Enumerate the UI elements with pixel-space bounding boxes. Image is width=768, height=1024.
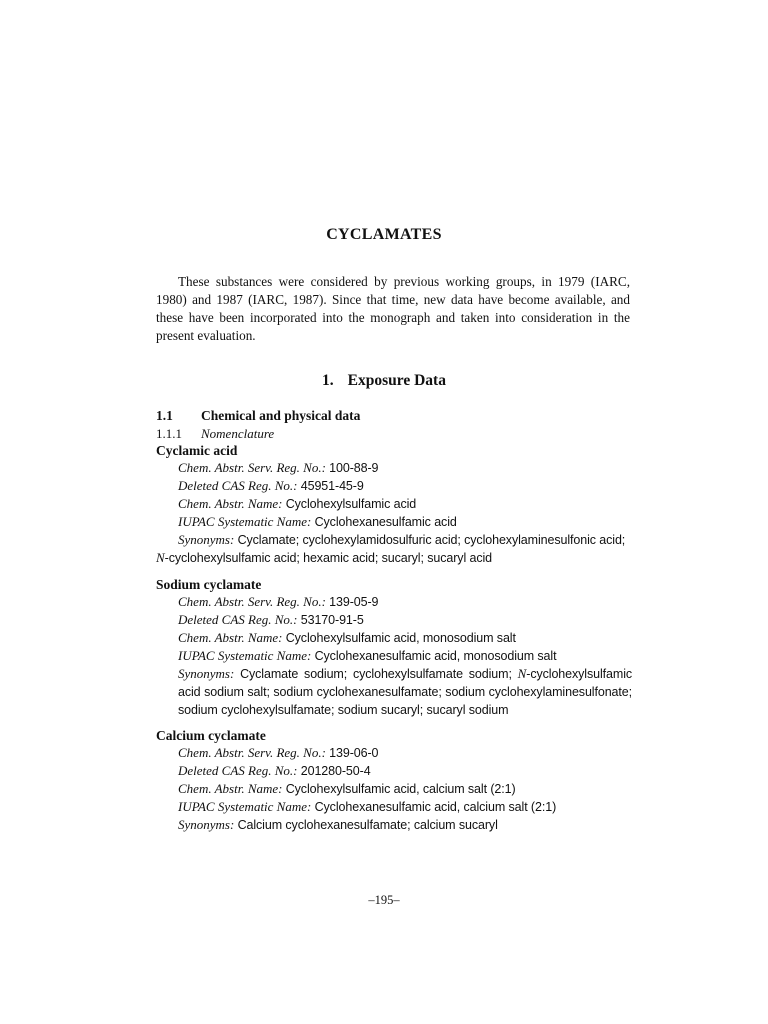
section-number: 1. xyxy=(322,372,334,389)
compound-block-sodium-cyclamate xyxy=(156,576,632,719)
iupac-entry xyxy=(178,798,632,816)
compound-block-calcium-cyclamate xyxy=(156,727,632,834)
field-value: 139-06-0 xyxy=(329,746,379,760)
subsection-number: 1.1 xyxy=(156,408,173,423)
field-label: IUPAC Systematic Name: xyxy=(178,648,312,663)
subsection-label: Chemical and physical data xyxy=(201,408,361,423)
abstr-name-entry xyxy=(178,780,632,798)
intro-paragraph: These substances were considered by previous working groups, in 1979 (IARC, 1980) and 1987 (IARC, 1987). Since that time, new data have become available, and these have been incorporated into the monograph and taken into consideration in the present evaluation. xyxy=(156,274,630,343)
italic-n: N xyxy=(156,550,165,565)
abstr-name-entry xyxy=(178,629,632,647)
page-title: CYCLAMATES xyxy=(326,226,442,243)
field-value: 45951-45-9 xyxy=(300,479,364,493)
cas-entry xyxy=(178,593,632,611)
field-label: Chem. Abstr. Name: xyxy=(178,781,283,796)
field-value: Cyclohexanesulfamic acid, calcium salt (2:1) xyxy=(314,800,557,814)
subsection-heading xyxy=(156,408,360,424)
field-label: Synonyms: xyxy=(178,817,235,832)
field-value: -cyclohexylsulfamic acid sodium salt; sodium cyclohexanesulfamate; sodium cyclohexylaminesulfonate; sodium cyclohexylsulfamate; sodium sucaryl; sucaryl sodium xyxy=(178,667,633,717)
field-label: Synonyms: xyxy=(178,666,235,681)
field-label: IUPAC Systematic Name: xyxy=(178,799,312,814)
subsubsection-label: Nomenclature xyxy=(201,426,275,441)
iupac-entry xyxy=(178,647,632,665)
field-label: Chem. Abstr. Serv. Reg. No.: xyxy=(178,745,326,760)
cas-entry xyxy=(178,459,632,477)
field-value: Cyclohexanesulfamic acid, monosodium salt xyxy=(314,649,557,663)
field-value: Cyclamate sodium; cyclohexylsulfamate sodium; xyxy=(240,667,512,681)
iupac-entry xyxy=(178,513,632,531)
deleted-cas-entry xyxy=(178,762,632,780)
compound-block-cyclamic-acid xyxy=(156,442,632,567)
field-value: Cyclamate; cyclohexylamidosulfuric acid; cyclohexylaminesulfonic acid; xyxy=(237,533,626,547)
deleted-cas-entry xyxy=(178,477,632,495)
field-value: Cyclohexylsulfamic acid, calcium salt (2:1) xyxy=(285,782,516,796)
page-number: –195– xyxy=(368,893,400,907)
section-heading xyxy=(0,372,768,390)
field-value: Cyclohexylsulfamic acid, monosodium salt xyxy=(285,631,516,645)
field-label: Chem. Abstr. Serv. Reg. No.: xyxy=(178,460,326,475)
field-value: Cyclohexanesulfamic acid xyxy=(314,515,457,529)
subsubsection-number: 1.1.1 xyxy=(156,426,182,441)
abstr-name-entry xyxy=(178,495,632,513)
field-label: Synonyms: xyxy=(178,532,235,547)
synonyms-entry xyxy=(178,665,632,719)
field-label: Chem. Abstr. Name: xyxy=(178,630,283,645)
italic-n: N xyxy=(517,666,527,681)
synonyms-entry xyxy=(156,531,632,567)
field-label: Chem. Abstr. Serv. Reg. No.: xyxy=(178,594,326,609)
field-value: Cyclohexylsulfamic acid xyxy=(285,497,417,511)
field-label: Chem. Abstr. Name: xyxy=(178,496,283,511)
section-label: Exposure Data xyxy=(347,372,446,389)
field-label: Deleted CAS Reg. No.: xyxy=(178,478,298,493)
field-label: IUPAC Systematic Name: xyxy=(178,514,312,529)
compound-name: Cyclamic acid xyxy=(156,443,238,458)
deleted-cas-entry xyxy=(178,611,632,629)
synonyms-continuation xyxy=(156,550,492,565)
field-value: 100-88-9 xyxy=(329,461,379,475)
field-value: Calcium cyclohexanesulfamate; calcium sucaryl xyxy=(237,818,498,832)
subsubsection-heading xyxy=(156,426,274,442)
field-value: 201280-50-4 xyxy=(300,764,371,778)
compound-name: Calcium cyclamate xyxy=(156,728,266,743)
field-value: 53170-91-5 xyxy=(300,613,364,627)
field-label: Deleted CAS Reg. No.: xyxy=(178,612,298,627)
cas-entry xyxy=(178,744,632,762)
compound-name: Sodium cyclamate xyxy=(156,577,262,592)
field-value: -cyclohexylsulfamic acid; hexamic acid; sucaryl; sucaryl acid xyxy=(164,551,493,565)
field-label: Deleted CAS Reg. No.: xyxy=(178,763,298,778)
field-value: 139-05-9 xyxy=(329,595,379,609)
synonyms-entry xyxy=(178,816,632,834)
